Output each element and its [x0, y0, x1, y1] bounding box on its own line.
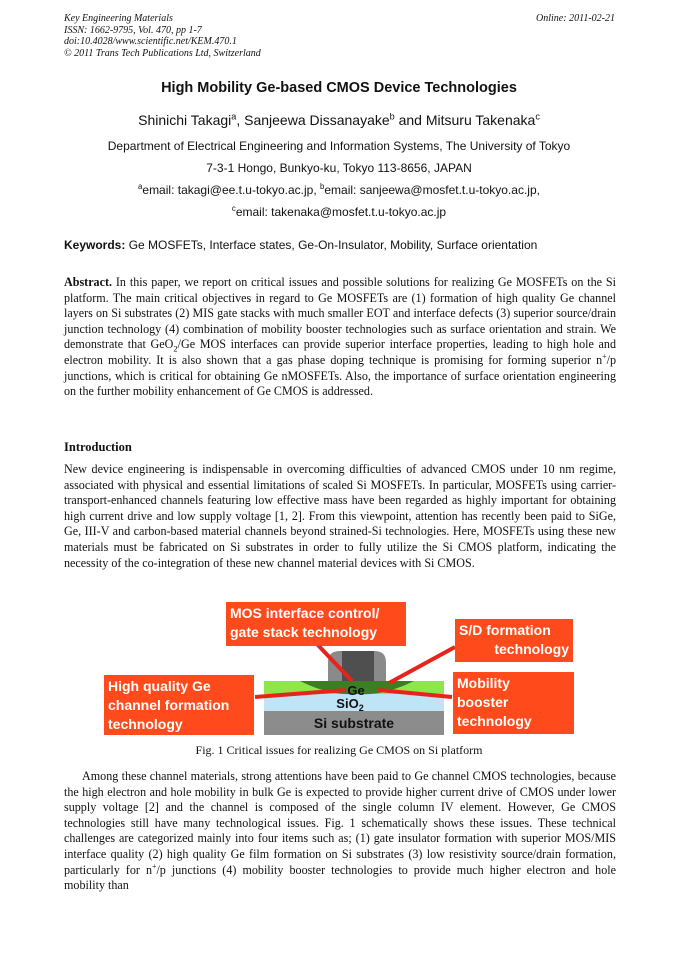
author-affil-mark: c — [535, 111, 540, 122]
author-separator: , — [236, 112, 245, 128]
online-date: Online: 2011-02-21 — [536, 13, 615, 24]
label-line: MOS interface control/ — [230, 605, 380, 621]
figure-1-caption: Fig. 1 Critical issues for realizing Ge CMOS on Si platform — [195, 743, 483, 757]
label-line: technology — [457, 713, 532, 729]
paper-title: High Mobility Ge-based CMOS Device Technologies — [161, 80, 517, 96]
superscript: + — [152, 861, 157, 871]
paragraph-text: /p junctions (4) mobility booster technologies to provide much higher electron and hole mobility than — [64, 862, 616, 893]
sio2-subscript: 2 — [358, 703, 364, 713]
label-line: S/D formation — [459, 622, 551, 638]
abstract-text-3: /p junctions, which is critical for obtaining Ge nMOSFETs. Also, the importance of surface orientation engineering on the further mobility enhancement of Ge CMOS is addressed. — [64, 352, 616, 399]
author-affil-mark: b — [389, 111, 395, 122]
keywords-text: Ge MOSFETs, Interface states, Ge-On-Insulator, Mobility, Surface orientation — [128, 238, 538, 252]
email-takagi[interactable]: email: takagi@ee.t.u-tokyo.ac.jp, — [142, 183, 317, 197]
doi-line: doi:10.4028/www.scientific.net/KEM.470.1 — [64, 36, 237, 48]
label-line: Mobility — [457, 675, 510, 691]
abstract-label: Abstract. — [64, 275, 113, 289]
arrow-sd-formation — [389, 647, 455, 683]
paragraph-text: Among these channel materials, strong attentions have been paid to Ge channel CMOS technologies, because the high electron and hole mobility in bulk Ge is expected to provide higher current drive of CMOS under lower supply voltage [2] and the channel is composed of the single column IV element. However, Ge CMOS technologies still have many technological issues. Fig. 1 schematically shows these issues. These technical challenges are categorized mainly into four items such as; (1) gate insulator formation with superior MOS/MIS interface quality (2) high quality Ge film formation on Si substrates (3) low resistivity source/drain formation, particularly for n — [64, 769, 616, 877]
label-box-mos-interface — [226, 602, 406, 646]
author-separator: and — [394, 112, 426, 128]
copyright-line: © 2011 Trans Tech Publications Ltd, Switzerland — [64, 47, 261, 59]
journal-name: Key Engineering Materials — [64, 13, 173, 24]
affiliation-line-2: 7-3-1 Hongo, Bunkyo-ku, Tokyo 113-8656, JAPAN — [206, 161, 472, 175]
author-name: Sanjeewa Dissanayake — [244, 112, 390, 128]
label-line: booster — [457, 694, 509, 710]
abstract-text-2: /Ge MOS interfaces can provide superior interface properties, leading to high hole and electron mobility. It is also shown that a gas phase doping technique is promising for forming superior n — [64, 337, 616, 367]
superscript: + — [602, 351, 607, 361]
email-mark: a — [138, 182, 143, 191]
label-line: High quality Ge — [108, 678, 211, 694]
email-mark: c — [231, 204, 236, 213]
email-sanjeewa[interactable]: email: sanjeewa@mosfet.t.u-tokyo.ac.jp, — [324, 183, 540, 197]
intro-paragraph-2 — [64, 769, 616, 894]
author-affil-mark: a — [231, 111, 237, 122]
label-line: technology — [494, 641, 569, 657]
author-name: Mitsuru Takenaka — [425, 112, 536, 128]
intro-paragraph-1: New device engineering is indispensable in overcoming difficulties of advanced CMOS under 10 nm regime, associated with physical and essential limitations of scaled Si MOSFETs. In particular, MOSFETs using carrier-transport-enhanced channels featuring low effective mass have been regarded as highly important for obtaining high current drive and low supply voltage [1, 2]. From this viewpoint, attention has recently been paid to SiGe, Ge, III-V and carbon-based material channels beyond strained-Si technologies. Here, MOSFETs using these new materials must be fabricated on Si substrates in order to fully utilize the Si CMOS platform, indicating the necessity of the co-integration of these new channel material devices with Si CMOS. — [64, 462, 616, 570]
label-box-ge-channel — [104, 675, 254, 735]
label-line: technology — [108, 716, 183, 732]
label-line: channel formation — [108, 697, 230, 713]
email-mark: b — [320, 182, 325, 191]
affiliation-line-1: Department of Electrical Engineering and Information Systems, The University of Tokyo — [107, 139, 571, 153]
author-name: Shinichi Takagi — [138, 112, 232, 128]
label-line: gate stack technology — [230, 624, 378, 640]
ge-layer-label: Ge — [347, 683, 365, 698]
label-box-sd-formation — [455, 619, 573, 662]
email-takenaka[interactable]: email: takenaka@mosfet.t.u-tokyo.ac.jp — [235, 205, 447, 219]
label-box-mobility-booster — [453, 672, 574, 734]
section-heading-introduction: Introduction — [64, 440, 132, 454]
si-substrate-label: Si substrate — [313, 715, 395, 731]
sio2-text: SiO — [336, 696, 359, 711]
abstract-text-1: In this paper, we report on critical issues and possible solutions for realizing Ge MOSFETs on the Si platform. The main critical objectives in regard to Ge MOSFETs are (1) formation of high quality Ge channel layers on Si substrates (2) MIS gate stacks with much smaller EOT and interface defects (3) superior source/drain junction technology (4) combination of mobility booster technologies such as surface orientation and strain. We demonstrate that GeO — [64, 275, 616, 352]
keywords-label: Keywords: — [64, 238, 126, 252]
issn-line: ISSN: 1662-9795, Vol. 470, pp 1-7 — [64, 24, 202, 36]
subscript: 2 — [173, 343, 178, 354]
